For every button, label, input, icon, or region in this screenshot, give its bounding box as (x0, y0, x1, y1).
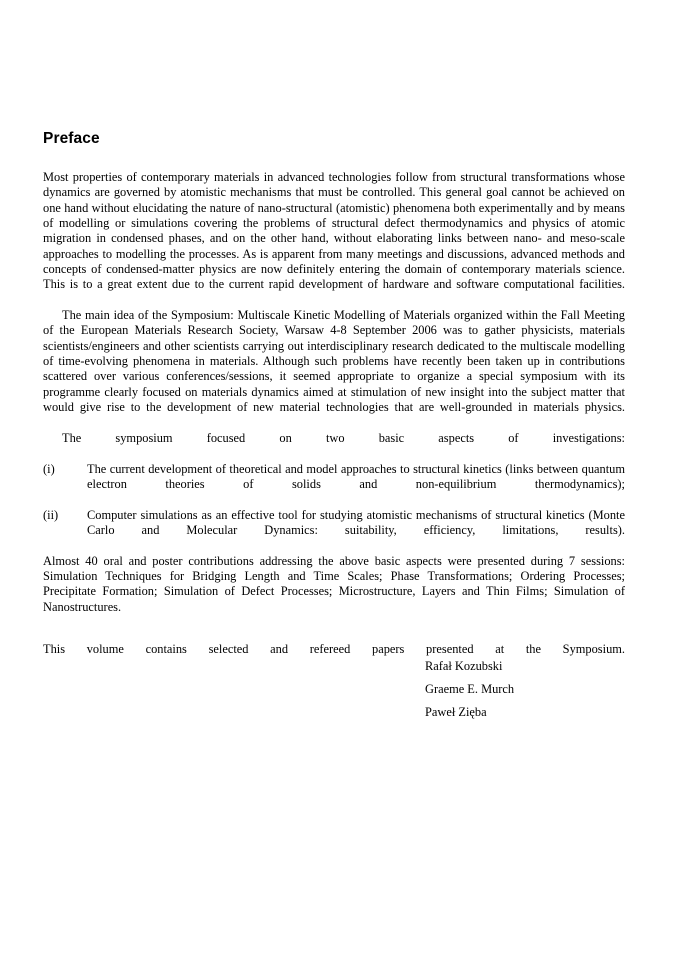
paragraph-sessions: Almost 40 oral and poster contributions addressing the above basic aspects were presented during 7 sessions: Simulation Techniques for Bridging Length and Time Scales; Phase Transformations; Ordering Processes; Precipitate Formation; Simulation of Defect Processes; Microstructure, Layers and Thin Films; Simulation of Nanostructures. (43, 553, 625, 614)
list-item-marker: (i) (43, 461, 55, 476)
page-content (43, 130, 625, 673)
list-item (43, 462, 625, 508)
aspects-list (43, 462, 625, 554)
list-item-text: Computer simulations as an effective tool for studying atomistic mechanisms of structural kinetics (Monte Carlo and Molecular Dynamics: suitability, efficiency, limitations, results). (87, 507, 625, 537)
paragraph-two-aspects-lead: The symposium focused on two basic aspects of investigations: (62, 430, 625, 445)
editor-name: Graeme E. Murch (425, 682, 515, 696)
list-item-marker: (ii) (43, 507, 59, 522)
list-item-text: The current development of theoretical and model approaches to structural kinetics (links between quantum electron theories of solids and non-equilibrium thermodynamics); (87, 461, 625, 491)
editor-name: Paweł Zięba (425, 705, 487, 719)
editors-signature-block (425, 655, 645, 724)
page-title: Preface (43, 130, 100, 147)
editor-name: Rafał Kozubski (425, 659, 503, 673)
paragraph-intro: Most properties of contemporary materials in advanced technologies follow from structural transformations whose dynamics are governed by atomistic mechanisms that must be controlled. This general goal cannot be achieved on one hand without elucidating the nature of nano-structural (atomistic) phenomena both experimentally and by means of modelling or simulations covering the problems of structural defect thermodynamics and physics of atomic migration in condensed phases, and on the other hand, without elaborating links between nano- and meso-scale approaches to modelling the processes. As is apparent from many meetings and discussions, advanced methods and concepts of condensed-matter physics are now definitely entering the domain of contemporary materials science. This is to a great extent due to the current rapid development of hardware and software computational facilities. (43, 170, 625, 292)
list-item (43, 508, 625, 554)
paragraph-volume-note: This volume contains selected and refereed papers presented at the Symposium. (43, 642, 625, 657)
paragraph-symposium-idea: The main idea of the Symposium: Multiscale Kinetic Modelling of Materials organized within the Fall Meeting of the European Materials Research Society, Warsaw 4-8 September 2006 was to gather physicists, materials scientists/engineers and other scientists carrying out interdisciplinary research dedicated to the multiscale modelling of time-evolving phenomena in materials. Although such problems have recently been taken up in contributions scattered over various conferences/sessions, it seemed appropriate to organize a special symposium with its programme clearly focused on materials dynamics aimed at stimulation of new insight into the subject matter that would give rise to the development of new material technologies that are well-grounded in materials physics. (43, 308, 625, 415)
